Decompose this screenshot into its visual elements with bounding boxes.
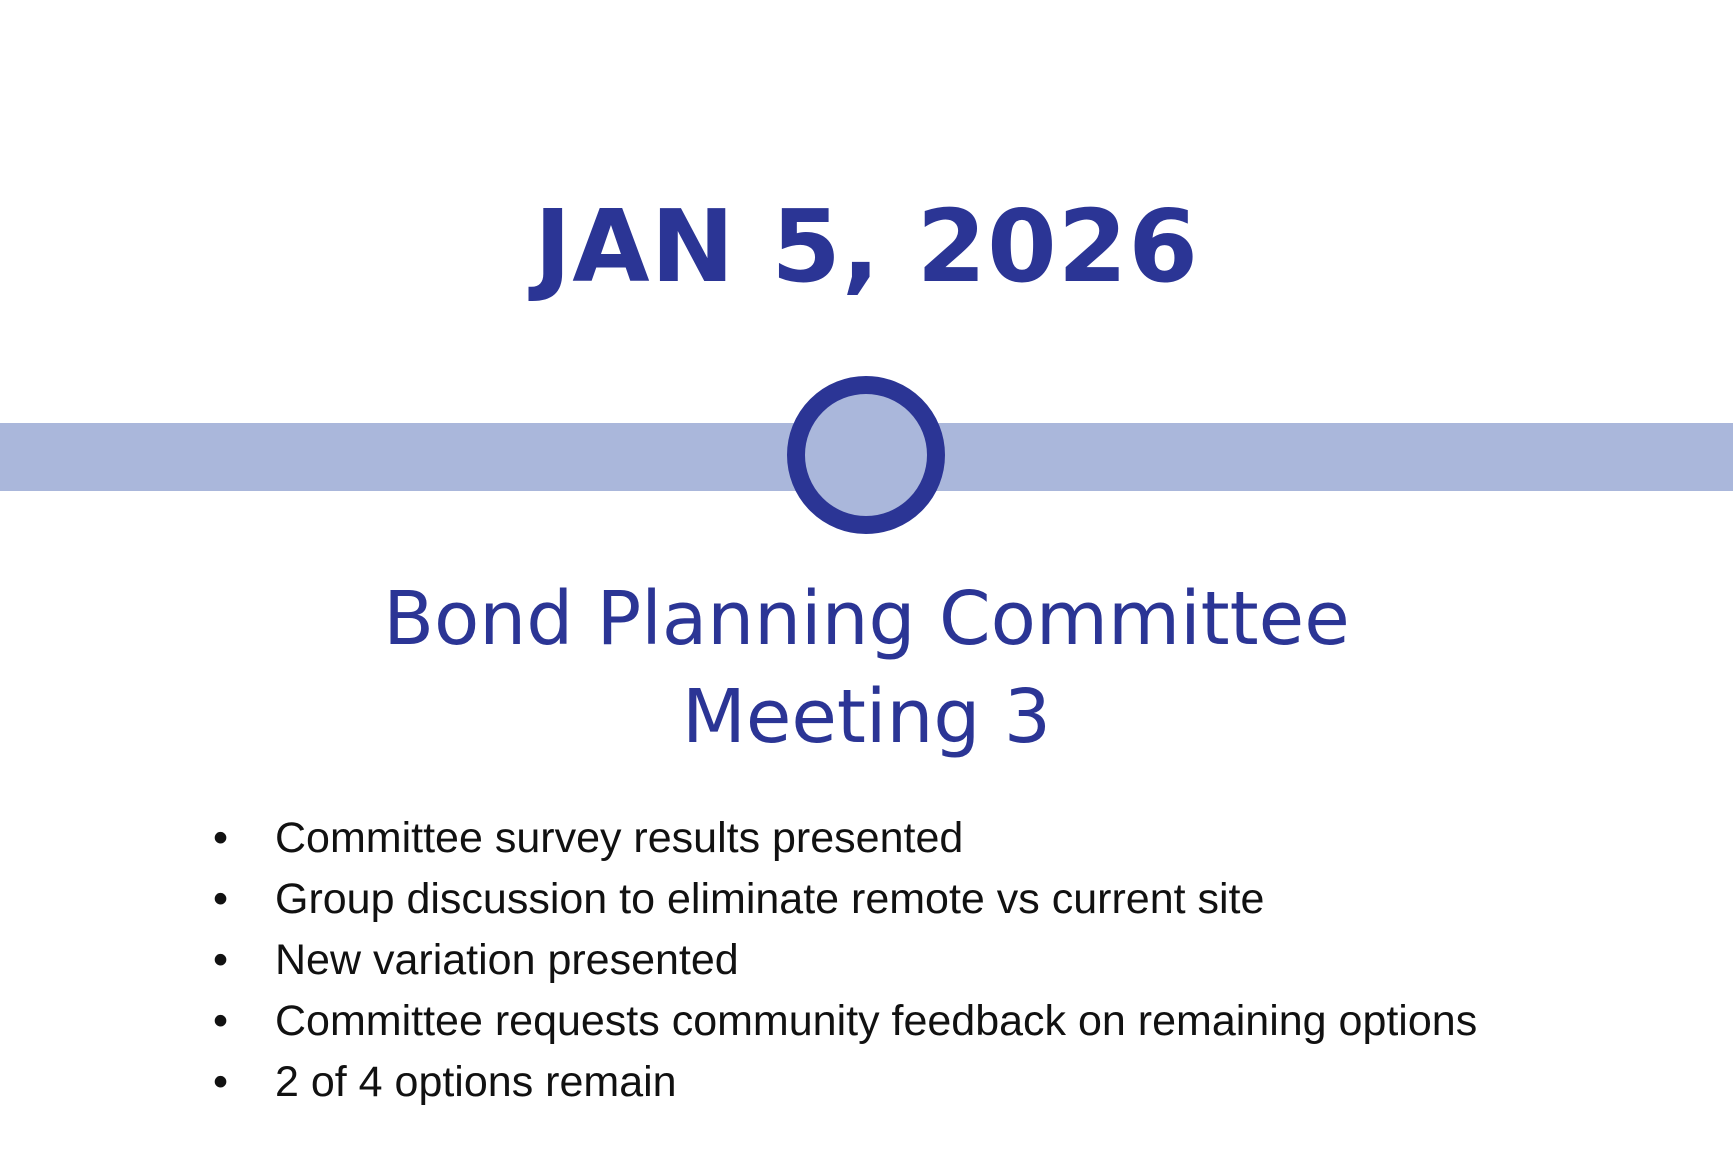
meeting-title-line-2: Meeting 3 [682, 674, 1051, 760]
bullet-item [205, 869, 1477, 930]
bullet-item [205, 1052, 1477, 1113]
bullet-icon: • [213, 875, 229, 923]
bullet-item [205, 808, 1477, 869]
bullet-icon: • [213, 936, 229, 984]
bullet-text: 2 of 4 options remain [275, 1058, 677, 1106]
timeline-marker-circle-icon [787, 376, 945, 534]
bullet-item [205, 991, 1477, 1052]
bullet-list [205, 808, 1477, 1113]
date-heading: JAN 5, 2026 [534, 188, 1199, 305]
bullet-text: Committee survey results presented [275, 814, 964, 862]
meeting-title [0, 570, 1733, 766]
bullet-icon: • [213, 1058, 229, 1106]
bullet-icon: • [213, 814, 229, 862]
meeting-title-line-1: Bond Planning Committee [383, 576, 1350, 662]
bullet-text: Committee requests community feedback on remaining options [275, 997, 1478, 1045]
bullet-text: Group discussion to eliminate remote vs current site [275, 875, 1265, 923]
bullet-text: New variation presented [275, 936, 739, 984]
bullet-icon: • [213, 997, 229, 1045]
bullet-item [205, 930, 1477, 991]
